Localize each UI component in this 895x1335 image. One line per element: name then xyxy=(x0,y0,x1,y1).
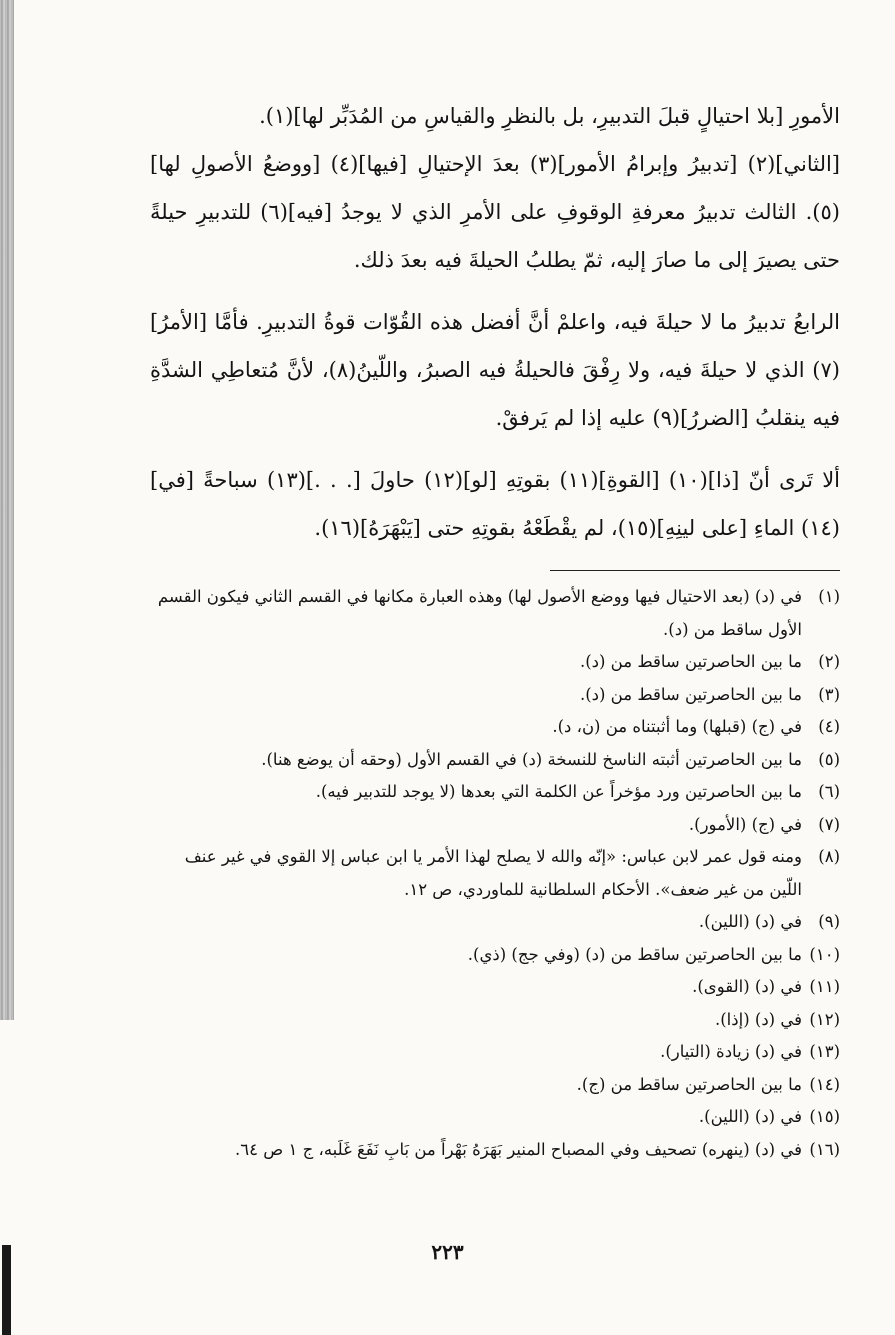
footnote-7 xyxy=(150,809,840,842)
footnote-text: في (د) (اللين). xyxy=(698,912,802,931)
footnote-number: (٣) xyxy=(818,684,840,704)
footnote-number: (١١) xyxy=(809,977,840,996)
footnote-number: (١٦) xyxy=(809,1139,840,1159)
footnote-number: (٥) xyxy=(818,749,840,769)
footnote-2 xyxy=(150,646,840,679)
footnote-text: ما بين الحاصرتين ساقط من (ج). xyxy=(576,1074,802,1094)
footnote-3 xyxy=(150,679,840,712)
footnote-12 xyxy=(150,1004,840,1037)
footnote-number: (٧) xyxy=(818,814,840,834)
binding-edge xyxy=(0,0,14,1020)
footnote-13 xyxy=(150,1036,840,1069)
footnote-8 xyxy=(150,841,840,906)
footnote-5 xyxy=(150,744,840,777)
footnote-4 xyxy=(150,711,840,744)
footnote-number: (١٠) xyxy=(809,944,840,964)
footnote-number: (١٣) xyxy=(809,1042,840,1061)
paragraph-2: الرابعُ تدبيرُ ما لا حيلةَ فيه، واعلمْ أنَّ أفضل هذه القُوّات قوةُ التدبيرِ. فأمَّا [الأمرُ](٧) الذي لا حيلةَ فيه، ولا رِفْقَ فالحيلةُ فيه الصبرُ، واللّينُ(٨)، لأنَّ مُتعاطِي الشدَّةِ فيه ينقلبُ [الضررُ](٩) عليه إذا لم يَرفقْ. xyxy=(150,310,840,430)
footnote-10 xyxy=(150,939,840,972)
footnote-text: في (د) (بعد الاحتيال فيها ووضع الأصول لها) وهذه العبارة مكانها في القسم الثاني فيكون القسم الأول ساقط من (د). xyxy=(157,587,802,639)
footnote-text: ما بين الحاصرتين ورد مؤخراً عن الكلمة التي بعدها (لا يوجد للتدبير فيه). xyxy=(315,782,802,801)
page-number: ٢٢٣ xyxy=(431,1240,464,1264)
footnotes xyxy=(150,581,840,1166)
footnote-text: في (ج) (قبلها) وما أثبتناه من (ن، د). xyxy=(552,717,802,736)
body-text xyxy=(150,92,840,552)
footnote-text: في (د) زيادة (التيار). xyxy=(660,1042,802,1061)
footnote-text: في (ج) (الأمور). xyxy=(688,814,802,834)
footnote-number: (٢) xyxy=(818,652,840,671)
footnote-number: (٨) xyxy=(818,847,840,866)
paragraph-3: ألا تَرى أنّ [ذا](١٠) [القوةِ](١١) بقوتِهِ [لو](١٢) حاولَ [. . .](١٣) سباحةً [في](١٤) الماءِ [على لينِهِ](١٥)، لم يقْطَعْهُ بقوتِهِ حتى [يَبْهَرَهُ](١٦). xyxy=(150,468,841,540)
footnote-number: (١٢) xyxy=(809,1009,840,1029)
footnote-6 xyxy=(150,776,840,809)
footnote-number: (١) xyxy=(818,587,840,606)
footnote-text: ما بين الحاصرتين ساقط من (د). xyxy=(579,652,802,671)
footnote-text: ما بين الحاصرتين ساقط من (د). xyxy=(579,684,802,704)
footnote-15 xyxy=(150,1101,840,1134)
footnote-text: ما بين الحاصرتين ساقط من (د) (وفي جج) (ذي). xyxy=(467,944,802,964)
footnote-number: (١٤) xyxy=(809,1074,840,1094)
footnote-9 xyxy=(150,906,840,939)
footnote-number: (١٥) xyxy=(809,1107,840,1126)
paragraph-1: الأمورِ [بلا احتيالٍ قبلَ التدبيرِ، بل بالنظرِ والقياسِ من المُدَبِّر لها](١). [الثاني](٢) [تدبيرُ وإبرامُ الأمور](٣) بعدَ الإحتيالِ [فيها](٤) [ووضعُ الأصولِ لها](٥). الثالث تدبيرُ معرفةِ الوقوفِ على الأمرِ الذي لا يوجدُ [فيه](٦) للتدبيرِ حيلةً حتى يصيرَ إلى ما صارَ إليه، ثمّ يطلبُ الحيلةَ فيه بعدَ ذلك. xyxy=(150,104,840,272)
footnote-number: (٩) xyxy=(818,912,840,931)
page xyxy=(150,92,840,1166)
footnote-1 xyxy=(150,581,840,646)
footnote-text: في (د) (ينهره) تصحيف وفي المصباح المنير بَهَرَهُ بَهْراً من بَابِ نَفَعَ غَلَبه، ج ١ ص ٦٤. xyxy=(235,1139,802,1159)
footnote-16 xyxy=(150,1134,840,1167)
footnote-text: في (د) (إذا). xyxy=(715,1009,802,1029)
footnote-11 xyxy=(150,971,840,1004)
footnote-14 xyxy=(150,1069,840,1102)
footnote-text: ومنه قول عمر لابن عباس: «إنّه والله لا يصلح لهذا الأمر يا ابن عباس إلا القوي في غير عنف اللّين من غير ضعف». الأحكام السلطانية للماوردي، ص ١٢. xyxy=(184,847,802,899)
footnote-number: (٦) xyxy=(818,782,840,801)
footnote-divider xyxy=(550,570,840,571)
footnote-text: في (د) (اللين). xyxy=(698,1107,802,1126)
footnote-number: (٤) xyxy=(818,717,840,736)
footnote-text: في (د) (القوى). xyxy=(692,977,802,996)
footnote-text: ما بين الحاصرتين أثبته الناسخ للنسخة (د) في القسم الأول (وحقه أن يوضع هنا). xyxy=(261,749,802,769)
